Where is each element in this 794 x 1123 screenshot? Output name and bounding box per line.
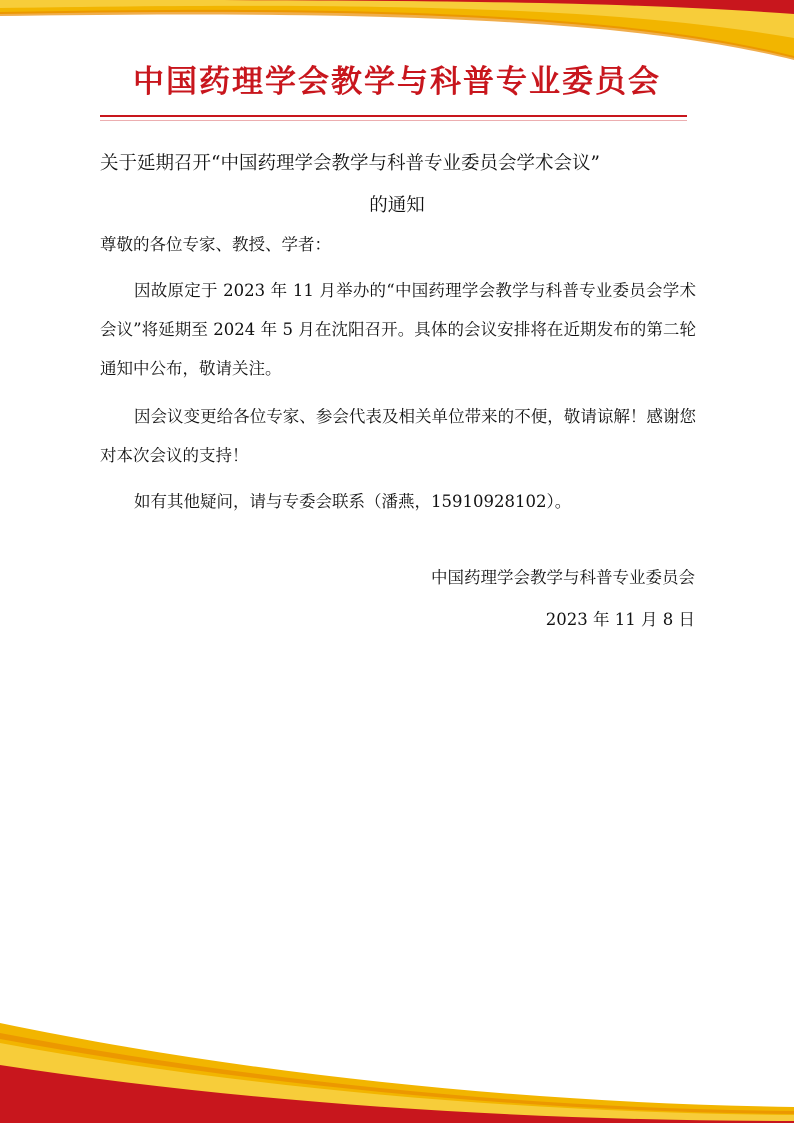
notice-title-line-2: 的通知 xyxy=(369,195,425,216)
paragraph-apology: 因会议变更给各位专家、参会代表及相关单位带来的不便，敬请谅解！感谢您对本次会议的支持！ xyxy=(100,407,696,465)
notice-title-line-1: 关于延期召开“中国药理学会教学与科普专业委员会学术会议” xyxy=(100,153,600,174)
header-divider xyxy=(100,115,687,117)
salutation: 尊敬的各位专家、教授、学者： xyxy=(100,235,331,254)
paragraph-postponement: 因故原定于 2023 年 11 月举办的“中国药理学会教学与科普专业委员会学术会议”将延期至 2024 年 5 月在沈阳召开。具体的会议安排将在近期发布的第二轮通知中公布，敬请关注。 xyxy=(100,281,696,378)
top-decorative-banner xyxy=(0,0,794,60)
signature-date: 2023 年 11 月 8 日 xyxy=(545,610,695,629)
paragraph-contact: 如有其他疑问，请与专委会联系（潘燕，15910928102）。 xyxy=(134,492,572,511)
header-divider-shadow xyxy=(100,120,687,121)
letterhead-org-name: 中国药理学会教学与科普专业委员会 xyxy=(133,64,661,100)
signature-organization: 中国药理学会教学与科普专业委员会 xyxy=(431,568,695,587)
bottom-decorative-banner xyxy=(0,1003,794,1123)
